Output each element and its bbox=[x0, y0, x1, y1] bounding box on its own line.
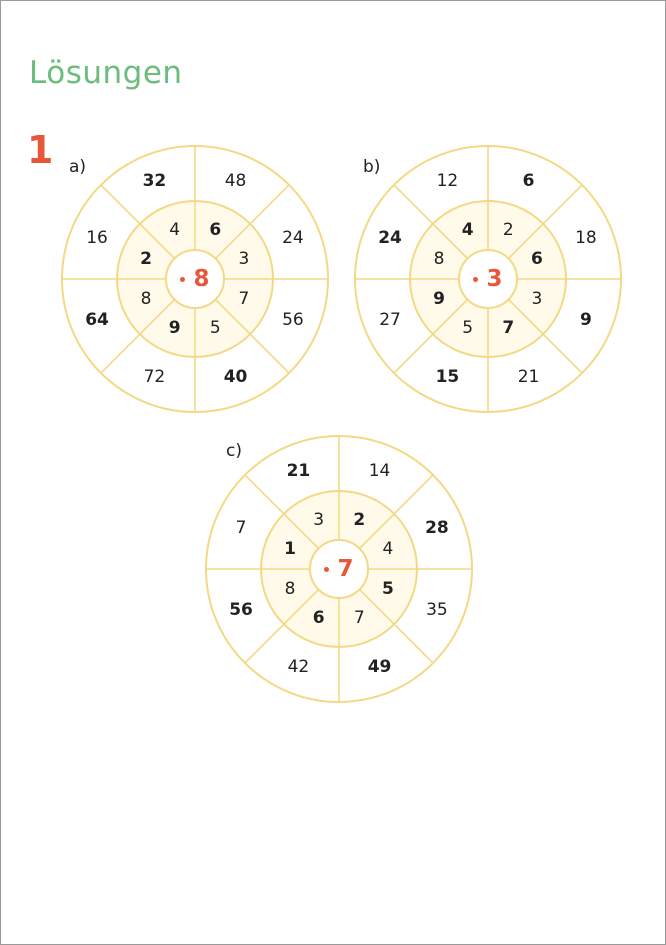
inner-factor: 8 bbox=[433, 248, 445, 269]
inner-factor: 2 bbox=[140, 248, 152, 269]
outer-product: 24 bbox=[282, 228, 304, 249]
inner-factor: 7 bbox=[502, 317, 515, 338]
inner-factor: 3 bbox=[313, 510, 325, 531]
inner-factor: 3 bbox=[531, 289, 543, 310]
inner-factor: 6 bbox=[312, 607, 325, 628]
multiply-dot-icon bbox=[180, 277, 185, 282]
task-number: 1 bbox=[27, 128, 54, 172]
inner-factor: 5 bbox=[382, 579, 394, 600]
outer-product: 48 bbox=[224, 171, 247, 192]
inner-factor: 8 bbox=[284, 579, 296, 600]
center-multiplier bbox=[165, 264, 225, 294]
inner-factor: 1 bbox=[284, 538, 296, 559]
outer-product: 56 bbox=[282, 309, 304, 330]
multiplication-wheel-a bbox=[55, 139, 335, 419]
outer-product: 16 bbox=[86, 228, 108, 249]
multiplication-wheel-b bbox=[348, 139, 628, 419]
outer-product: 21 bbox=[517, 366, 540, 387]
outer-product: 72 bbox=[143, 366, 166, 387]
outer-product: 28 bbox=[425, 518, 449, 539]
multiplication-wheel-c bbox=[199, 429, 479, 709]
inner-factor: 9 bbox=[168, 317, 181, 338]
outer-product: 35 bbox=[426, 599, 448, 620]
outer-product: 24 bbox=[378, 228, 402, 249]
outer-product: 64 bbox=[85, 309, 109, 330]
outer-product: 9 bbox=[580, 309, 592, 330]
wheel-label-c: c) bbox=[226, 441, 242, 461]
outer-product: 56 bbox=[229, 599, 253, 620]
outer-product: 6 bbox=[522, 171, 535, 192]
center-multiplier bbox=[458, 264, 518, 294]
multiply-dot-icon bbox=[473, 277, 478, 282]
center-number: 8 bbox=[193, 266, 210, 292]
outer-product: 27 bbox=[379, 309, 401, 330]
inner-factor: 5 bbox=[209, 317, 221, 338]
outer-product: 49 bbox=[367, 656, 392, 677]
inner-factor: 7 bbox=[353, 607, 365, 628]
outer-product: 18 bbox=[575, 228, 597, 249]
outer-product: 42 bbox=[287, 656, 310, 677]
wheel-label-a: a) bbox=[69, 157, 87, 177]
inner-factor: 4 bbox=[169, 220, 181, 241]
page-title: Lösungen bbox=[29, 55, 183, 91]
center-number: 3 bbox=[486, 266, 503, 292]
wheel-label-b: b) bbox=[363, 157, 381, 177]
outer-product: 12 bbox=[436, 171, 459, 192]
inner-factor: 4 bbox=[382, 538, 394, 559]
inner-factor: 8 bbox=[140, 289, 152, 310]
inner-factor: 4 bbox=[461, 220, 474, 241]
inner-factor: 6 bbox=[531, 248, 543, 269]
inner-factor: 7 bbox=[238, 289, 250, 310]
outer-product: 21 bbox=[286, 461, 311, 482]
outer-product: 40 bbox=[223, 366, 248, 387]
center-number: 7 bbox=[337, 556, 354, 582]
outer-product: 14 bbox=[368, 461, 391, 482]
inner-factor: 2 bbox=[353, 510, 366, 531]
inner-factor: 3 bbox=[238, 248, 250, 269]
inner-factor: 9 bbox=[433, 289, 445, 310]
inner-factor: 5 bbox=[462, 317, 474, 338]
inner-factor: 2 bbox=[502, 220, 514, 241]
outer-product: 7 bbox=[235, 518, 247, 539]
outer-product: 15 bbox=[435, 366, 460, 387]
multiply-dot-icon bbox=[324, 567, 329, 572]
inner-factor: 6 bbox=[209, 220, 222, 241]
center-multiplier bbox=[309, 554, 369, 584]
outer-product: 32 bbox=[142, 171, 167, 192]
